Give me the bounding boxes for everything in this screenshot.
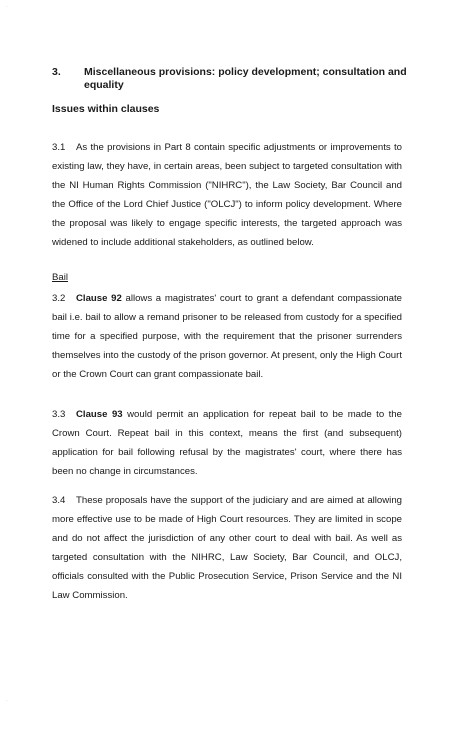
paragraph-3-3 (52, 405, 402, 481)
paragraph-3-2 (52, 289, 402, 384)
section-title: Miscellaneous provisions: policy development; consultation and equality (84, 66, 407, 91)
issues-subheading: Issues within clauses (52, 103, 160, 115)
paragraph-number: 3.4 (52, 495, 66, 506)
scan-mark: · (6, 4, 8, 10)
paragraph-number: 3.2 (52, 293, 66, 304)
clause-reference: Clause 92 (76, 293, 122, 304)
paragraph-3-4 (52, 491, 402, 605)
paragraph-number: 3.3 (52, 409, 66, 420)
scan-mark: · (6, 698, 8, 704)
paragraph-number: 3.1 (52, 142, 66, 153)
paragraph-3-1 (52, 138, 402, 252)
paragraph-text: These proposals have the support of the judiciary and are aimed at allowing more effective use to be made of High Court resources. They are limited in scope and do not affect the jurisdiction of any other court to deal with bail. As well as targeted consultation with the NIHRC, Law Society, Bar Council, and OLCJ, officials consulted with the Public Prosecution Service, Prison Service and the NI Law Commission. (52, 495, 402, 601)
paragraph-text: would permit an application for repeat bail to be made to the Crown Court. Repeat bail in this context, means the first (and subsequent) application for bail following refusal by the magistrates' court, where there has been no change in circumstances. (52, 409, 402, 477)
paragraph-text: As the provisions in Part 8 contain specific adjustments or improvements to existing law, they have, in certain areas, been subject to targeted consultation with the NI Human Rights Commission ("NIHRC"), the Law Society, Bar Council and the Office of the Lord Chief Justice ("OLCJ") to inform policy development. Where the proposal was likely to engage specific interests, the targeted approach was widened to include additional stakeholders, as outlined below. (52, 142, 402, 248)
bail-heading: Bail (52, 272, 68, 283)
paragraph-text: allows a magistrates' court to grant a defendant compassionate bail i.e. bail to allow a remand prisoner to be released from custody for a specified time for a specified purpose, with the requirement that the prisoner surrenders themselves into the custody of the prison governor. At present, only the High Court or the Crown Court can grant compassionate bail. (52, 293, 402, 380)
clause-reference: Clause 93 (76, 409, 123, 420)
section-number: 3. (52, 66, 61, 78)
